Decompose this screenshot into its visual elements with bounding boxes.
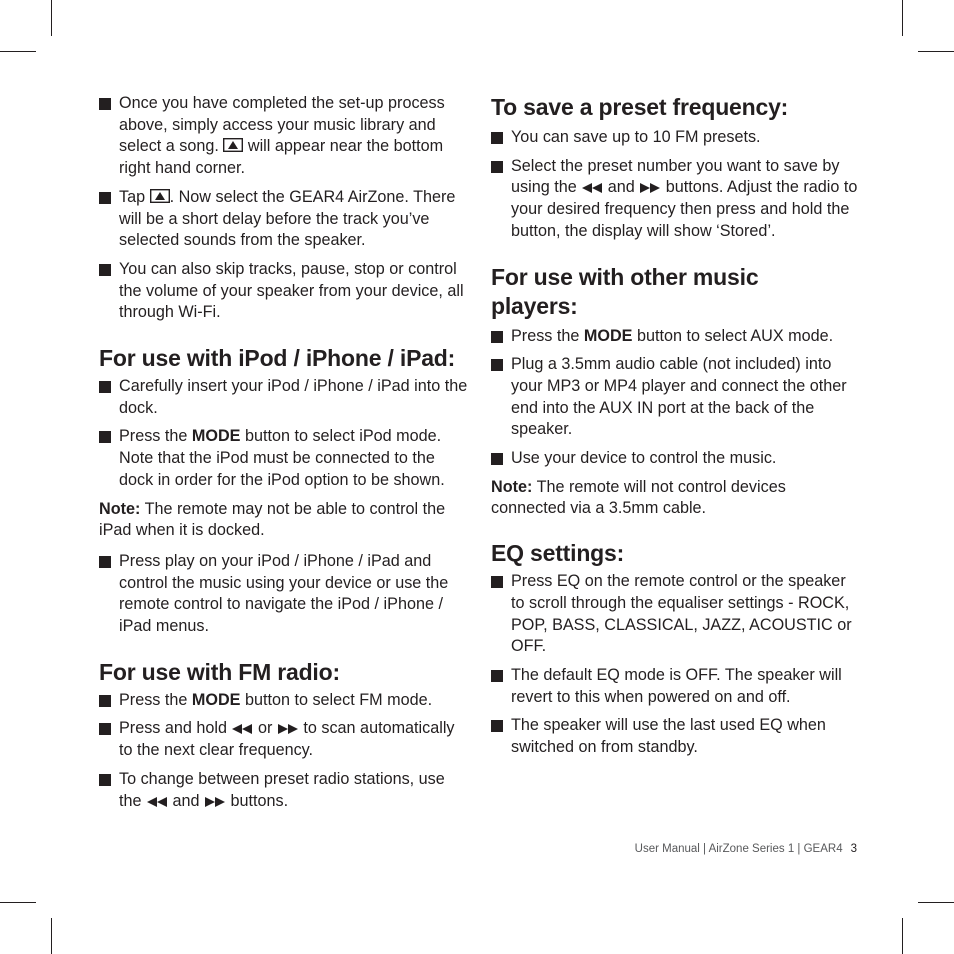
rewind-icon: [581, 183, 603, 193]
airplay-icon: [223, 138, 243, 152]
right-column: [491, 93, 863, 766]
fast-forward-icon: [277, 724, 299, 734]
bullet-square-icon: [491, 576, 503, 588]
bullet-square-icon: [99, 723, 111, 735]
bullet-item: Press and hold or to scan automatically to the next clear frequency.: [99, 718, 471, 761]
page-number: 3: [850, 843, 857, 855]
note-paragraph: Note: The remote may not be able to control the iPad when it is docked.: [99, 499, 446, 540]
bullet-item: Use your device to control the music.: [491, 448, 863, 470]
bullet-item: The speaker will use the last used EQ when switched on from standby.: [491, 715, 863, 758]
bullet-item: To change between preset radio stations, use the and buttons.: [99, 769, 471, 812]
section-heading-ipod: For use with iPod / iPhone / iPad:: [99, 345, 456, 372]
left-column: [99, 93, 471, 819]
bullet-square-icon: [99, 381, 111, 393]
bullet-square-icon: [491, 720, 503, 732]
bullet-square-icon: [99, 556, 111, 568]
bullet-square-icon: [491, 161, 503, 173]
bullet-item: You can save up to 10 FM presets.: [491, 127, 863, 149]
bullet-square-icon: [491, 331, 503, 343]
bullet-square-icon: [99, 774, 111, 786]
crop-mark-tl-horizontal: [0, 51, 36, 52]
crop-mark-tr-horizontal: [918, 51, 954, 52]
bullet-item: Tap . Now select the GEAR4 AirZone. There will be a short delay before the track you’ve selected sounds from the speaker.: [99, 187, 471, 252]
fast-forward-icon: [639, 183, 661, 193]
bullet-item: Select the preset number you want to save by using the and buttons. Adjust the radio to your desired frequency then press and hold the button, the display will show ‘Stored’.: [491, 156, 863, 243]
bullet-square-icon: [491, 359, 503, 371]
bullet-item: You can also skip tracks, pause, stop or control the volume of your speaker from your device, all through Wi-Fi.: [99, 259, 471, 324]
section-heading-other-players: For use with other music players:: [491, 263, 759, 319]
bullet-square-icon: [99, 695, 111, 707]
bullet-square-icon: [491, 453, 503, 465]
bullet-item: Press the MODE button to select FM mode.: [99, 690, 471, 712]
bullet-item: Press the MODE button to select iPod mode. Note that the iPod must be connected to the dock in order for the iPod option to be shown.: [99, 426, 471, 491]
footer-text: User Manual | AirZone Series 1 | GEAR4: [634, 843, 843, 855]
bullet-item: Plug a 3.5mm audio cable (not included) into your MP3 or MP4 player and connect the other end into the AUX IN port at the back of the speaker.: [491, 354, 863, 441]
note-paragraph: Note: The remote will not control devices connected via a 3.5mm cable.: [491, 477, 786, 518]
page-footer: [560, 843, 857, 855]
bullet-item: Press the MODE button to select AUX mode.: [491, 326, 863, 348]
section-heading-eq: EQ settings:: [491, 540, 625, 567]
rewind-icon: [231, 724, 253, 734]
crop-mark-tr-vertical: [902, 0, 903, 36]
bullet-item: Once you have completed the set-up process above, simply access your music library and select a song. will appear near the bottom right hand corner.: [99, 93, 471, 180]
bullet-square-icon: [99, 431, 111, 443]
bullet-square-icon: [99, 264, 111, 276]
fast-forward-icon: [204, 797, 226, 807]
section-heading-fm: For use with FM radio:: [99, 658, 340, 685]
crop-mark-br-horizontal: [918, 902, 954, 903]
crop-mark-br-vertical: [902, 918, 903, 954]
bullet-item: Press EQ on the remote control or the speaker to scroll through the equaliser settings - ROCK, POP, BASS, CLASSICAL, JAZZ, ACOUSTIC or OFF.: [491, 571, 863, 658]
airplay-icon: [150, 189, 170, 203]
rewind-icon: [146, 797, 168, 807]
crop-mark-tl-vertical: [51, 0, 52, 36]
bullet-item: Press play on your iPod / iPhone / iPad and control the music using your device or use the remote control to navigate the iPod / iPhone / iPad menus.: [99, 551, 471, 638]
bullet-item: The default EQ mode is OFF. The speaker will revert to this when powered on and off.: [491, 665, 863, 708]
section-heading-preset: To save a preset frequency:: [491, 94, 789, 120]
crop-mark-bl-horizontal: [0, 902, 36, 903]
bullet-square-icon: [99, 192, 111, 204]
bullet-item: Carefully insert your iPod / iPhone / iPad into the dock.: [99, 376, 471, 419]
bullet-square-icon: [99, 98, 111, 110]
bullet-square-icon: [491, 670, 503, 682]
bullet-square-icon: [491, 132, 503, 144]
crop-mark-bl-vertical: [51, 918, 52, 954]
